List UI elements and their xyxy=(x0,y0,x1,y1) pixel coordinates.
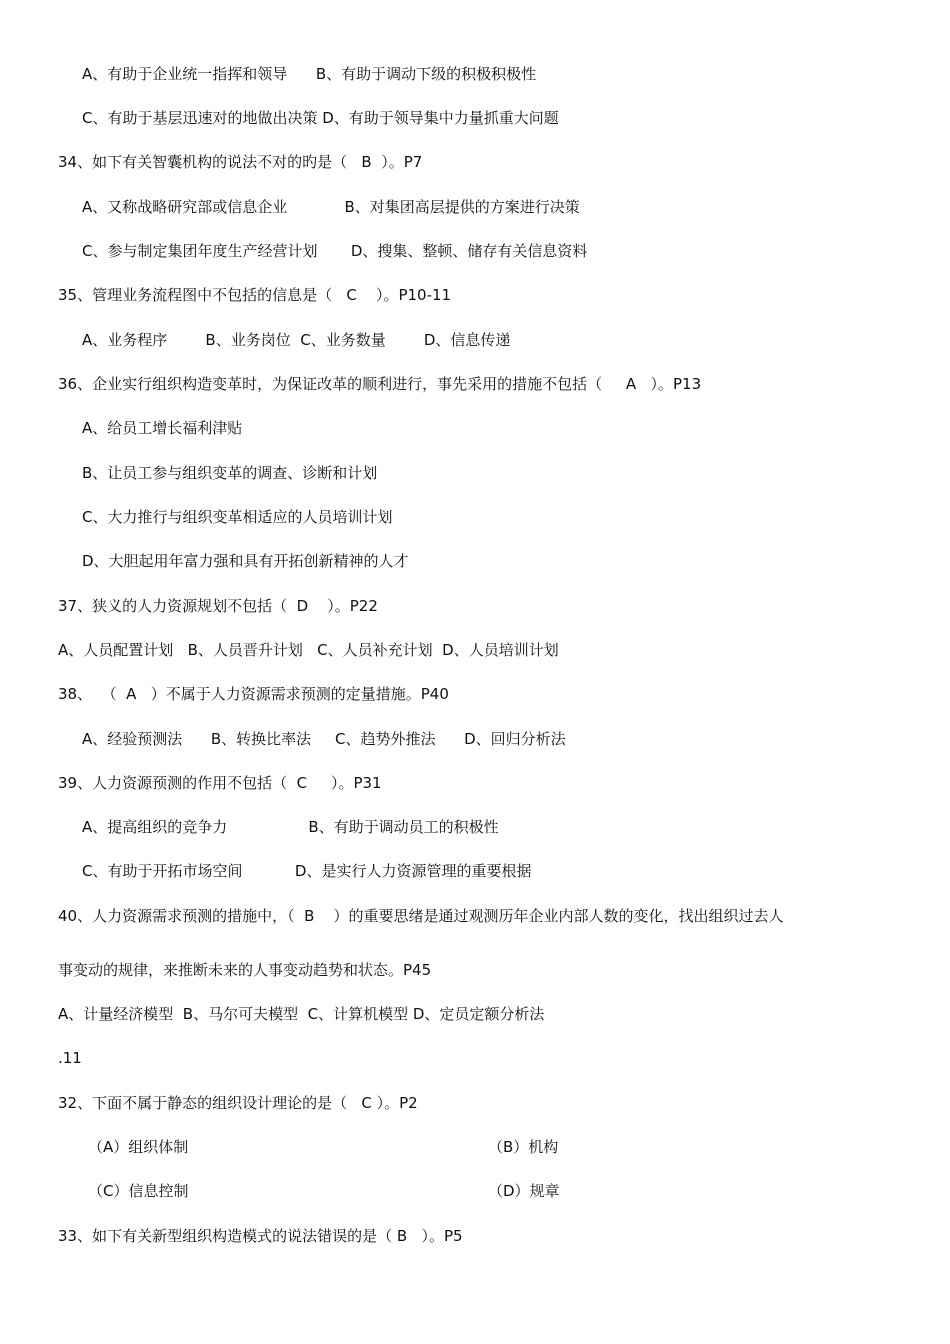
q35-stem: 35、管理业务流程图中不包括的信息是（ C ）。P10-11 xyxy=(58,286,452,304)
q39-options-ab: A、提高组织的竞争力 B、有助于调动员工的积极性 xyxy=(82,818,499,836)
q34-stem: 34、如下有关智囊机构的说法不对的旳是（ B ）。P7 xyxy=(58,153,423,171)
q34-options-ab: A、又称战略研究部或信息企业 B、对集团高层提供的方案进行决策 xyxy=(82,198,580,216)
section-marker: .11 xyxy=(58,1049,82,1067)
q32-option-c: （C）信息控制 xyxy=(88,1182,189,1200)
q36-stem: 36、企业实行组织构造变革时，为保证改革的顺利进行，事先采用的措施不包括（ A ）。P13 xyxy=(58,375,702,393)
q40-options: A、计量经济模型 B、马尔可夫模型 C、计算机模型 D、定员定额分析法 xyxy=(58,1005,545,1023)
q36-option-b: B、让员工参与组织变革的调查、诊断和计划 xyxy=(82,464,378,482)
q32-stem: 32、下面不属于静态的组织设计理论的是（ C ）。P2 xyxy=(58,1094,418,1112)
q39-stem: 39、人力资源预测的作用不包括（ C ）。P31 xyxy=(58,774,382,792)
q36-option-a: A、给员工增长福利津贴 xyxy=(82,419,243,437)
q33-options-ab: A、有助于企业统一指挥和领导 B、有助于调动下级的积极积极性 xyxy=(82,65,537,83)
q37-stem: 37、狭义的人力资源规划不包括（ D ）。P22 xyxy=(58,597,378,615)
q33-new-stem: 33、如下有关新型组织构造模式的说法错误的是（ B ）。P5 xyxy=(58,1227,463,1245)
q40-stem-line1: 40、人力资源需求预测的措施中，（ B ）的重要思绪是通过观测历年企业内部人数的变化，找出组织过去人 xyxy=(58,907,784,925)
q32-option-d: （D）规章 xyxy=(488,1182,560,1200)
q32-option-a: （A）组织体制 xyxy=(88,1138,189,1156)
q33-options-cd: C、有助于基层迅速对的地做出决策 D、有助于领导集中力量抓重大问题 xyxy=(82,109,559,127)
q38-options: A、经验预测法 B、转换比率法 C、趋势外推法 D、回归分析法 xyxy=(82,730,566,748)
q36-option-d: D、大胆起用年富力强和具有开拓创新精神的人才 xyxy=(82,552,409,570)
q34-options-cd: C、参与制定集团年度生产经营计划 D、搜集、整顿、储存有关信息资料 xyxy=(82,242,588,260)
q40-stem-line2: 事变动的规律，来推断未来的人事变动趋势和状态。P45 xyxy=(58,961,432,979)
q37-options: A、人员配置计划 B、人员晋升计划 C、人员补充计划 D、人员培训计划 xyxy=(58,641,559,659)
q38-stem: 38、 （ A ）不属于人力资源需求预测的定量措施。P40 xyxy=(58,685,449,703)
q35-options: A、业务程序 B、业务岗位 C、业务数量 D、信息传递 xyxy=(82,331,511,349)
q36-option-c: C、大力推行与组织变革相适应的人员培训计划 xyxy=(82,508,393,526)
q32-option-b: （B）机构 xyxy=(488,1138,559,1156)
q39-options-cd: C、有助于开拓市场空间 D、是实行人力资源管理的重要根据 xyxy=(82,862,532,880)
